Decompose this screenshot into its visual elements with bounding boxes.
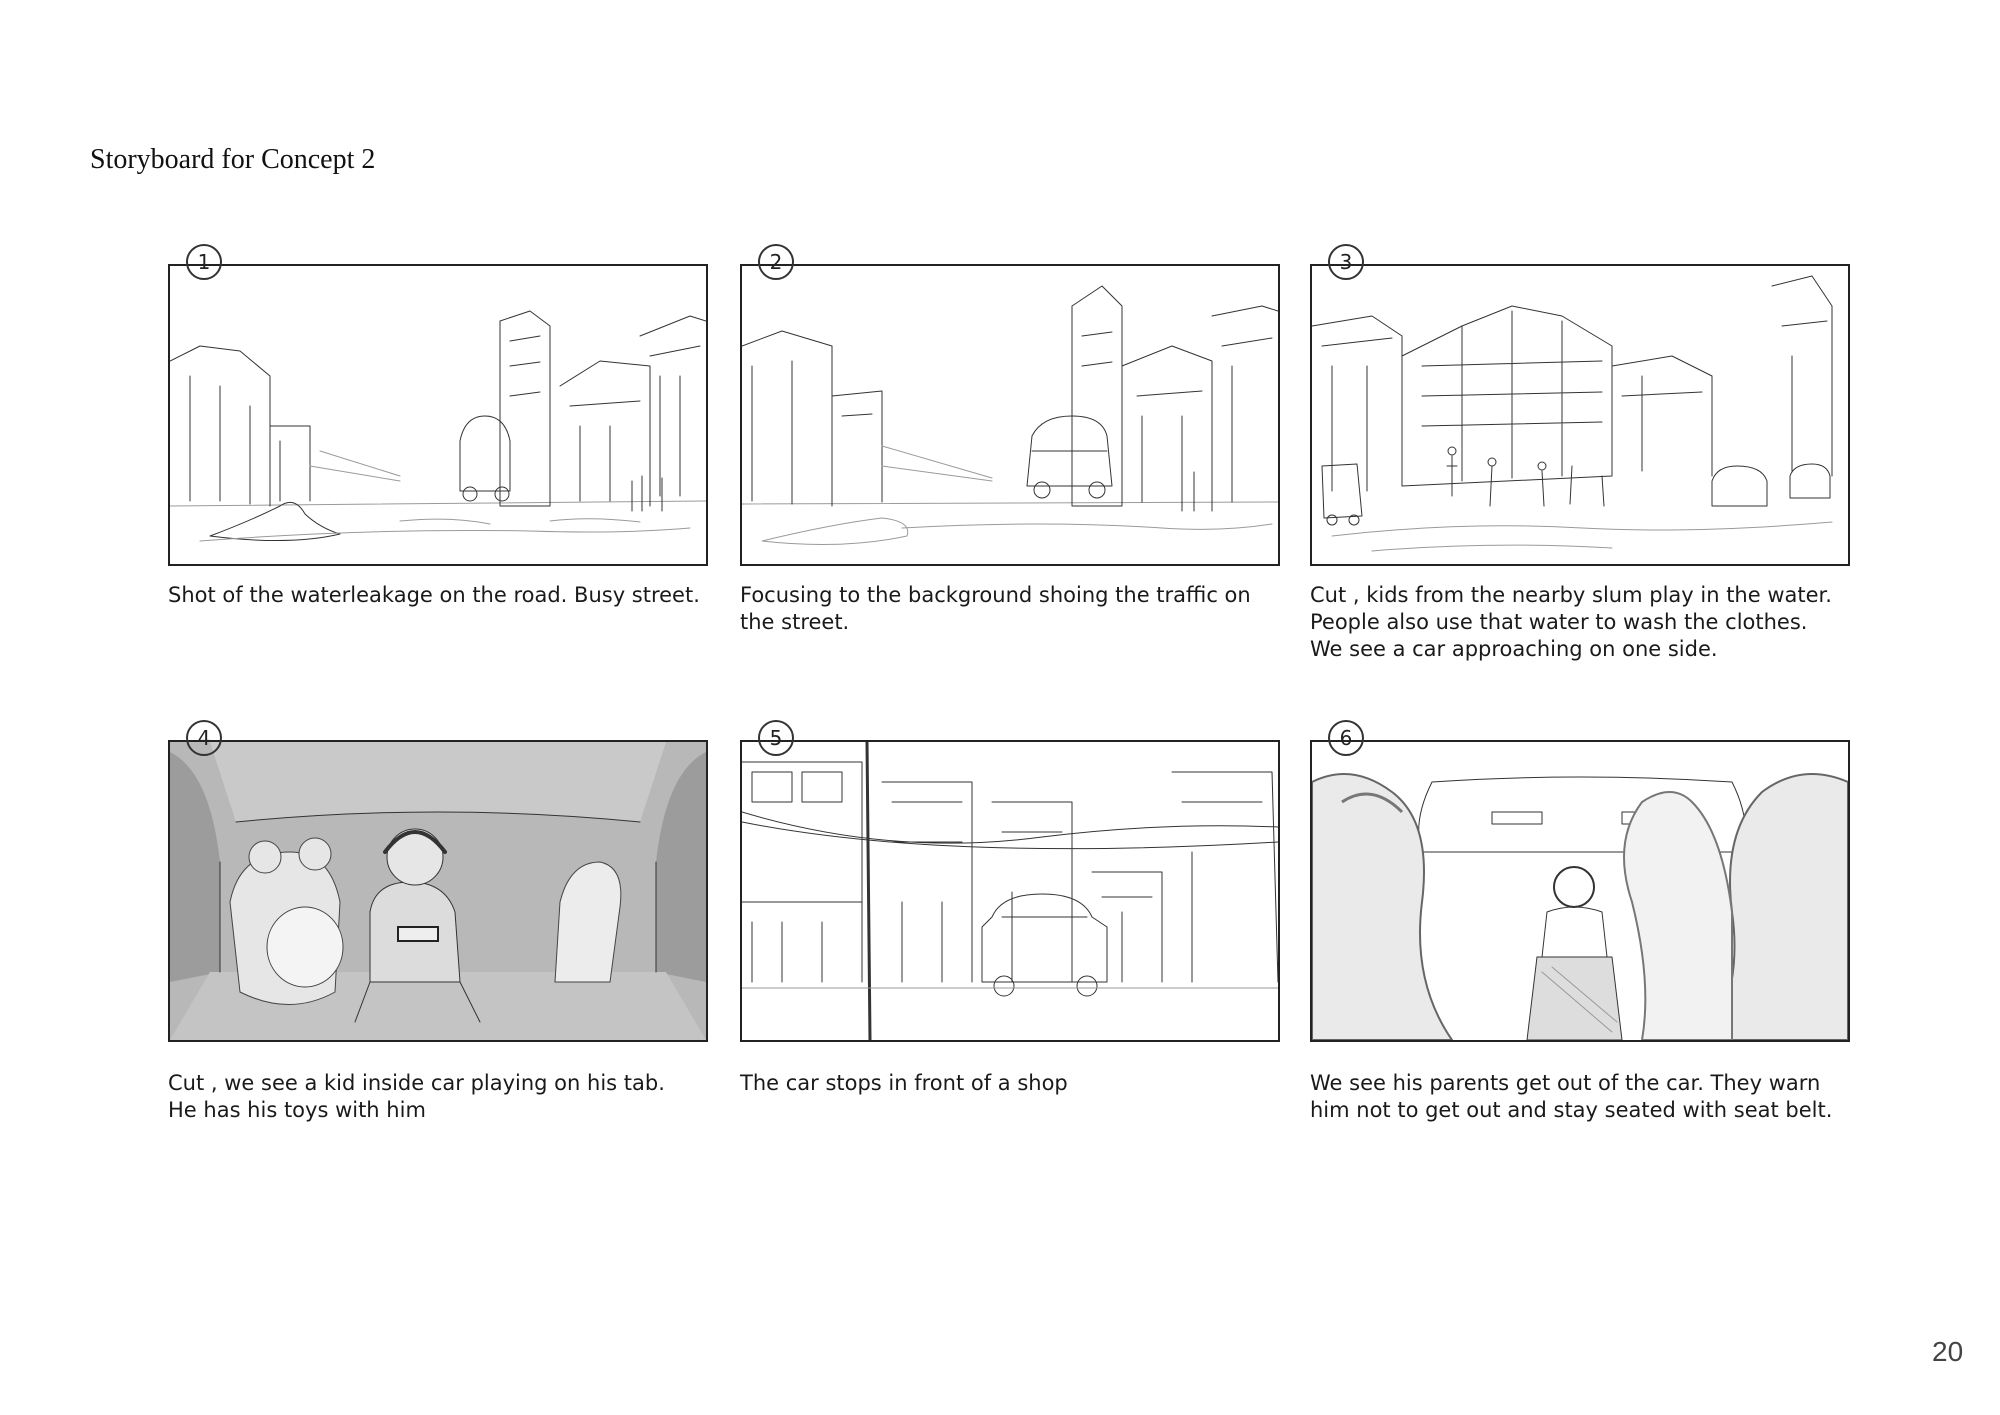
panel-caption-6 — [1310, 1070, 1870, 1124]
panel-caption-4 — [168, 1070, 728, 1124]
panel-frame-6 — [1310, 740, 1850, 1042]
caption-line: Focusing to the background shoing the traffic on — [740, 583, 1251, 607]
caption-line: We see his parents get out of the car. They warn — [1310, 1071, 1821, 1095]
page-title: Storyboard for Concept 2 — [90, 144, 376, 175]
panel-number-6 — [1326, 718, 1366, 758]
caption-line: We see a car approaching on one side. — [1310, 637, 1718, 661]
panel-number-3 — [1326, 242, 1366, 282]
panel-frame-5 — [740, 740, 1280, 1042]
panel-frame-4 — [168, 740, 708, 1042]
sketch-parents-leaving-car — [1312, 742, 1848, 1040]
caption-line: The car stops in front of a shop — [740, 1071, 1068, 1095]
caption-line: the street. — [740, 610, 850, 634]
caption-line: He has his toys with him — [168, 1098, 426, 1122]
caption-line: Cut , kids from the nearby slum play in the water. — [1310, 583, 1832, 607]
panel-number-2 — [756, 242, 796, 282]
panel-frame-2 — [740, 264, 1280, 566]
sketch-street-traffic — [742, 266, 1278, 564]
panel-frame-1 — [168, 264, 708, 566]
panel-number-1 — [184, 242, 224, 282]
sketch-slum-kids-water — [1312, 266, 1848, 564]
caption-line: Shot of the waterleakage on the road. Busy street. — [168, 583, 700, 607]
panel-number-5 — [756, 718, 796, 758]
sketch-street-water-leak — [170, 266, 706, 564]
caption-line: People also use that water to wash the clothes. — [1310, 610, 1808, 634]
svg-text:6: 6 — [1339, 726, 1353, 750]
svg-text:5: 5 — [769, 726, 783, 750]
panel-caption-1 — [168, 582, 728, 609]
panel-frame-3 — [1310, 264, 1850, 566]
svg-text:2: 2 — [769, 250, 783, 274]
sketch-car-at-shop — [742, 742, 1278, 1040]
svg-text:1: 1 — [197, 250, 211, 274]
panel-number-4 — [184, 718, 224, 758]
sketch-kid-in-car-with-tab — [170, 742, 706, 1040]
svg-text:3: 3 — [1339, 250, 1353, 274]
panel-caption-3 — [1310, 582, 1870, 663]
panel-caption-5 — [740, 1070, 1300, 1097]
page-number: 20 — [1932, 1336, 1964, 1367]
caption-line: Cut , we see a kid inside car playing on his tab. — [168, 1071, 665, 1095]
panel-caption-2 — [740, 582, 1300, 636]
caption-line: him not to get out and stay seated with seat belt. — [1310, 1098, 1833, 1122]
svg-text:4: 4 — [197, 726, 211, 750]
